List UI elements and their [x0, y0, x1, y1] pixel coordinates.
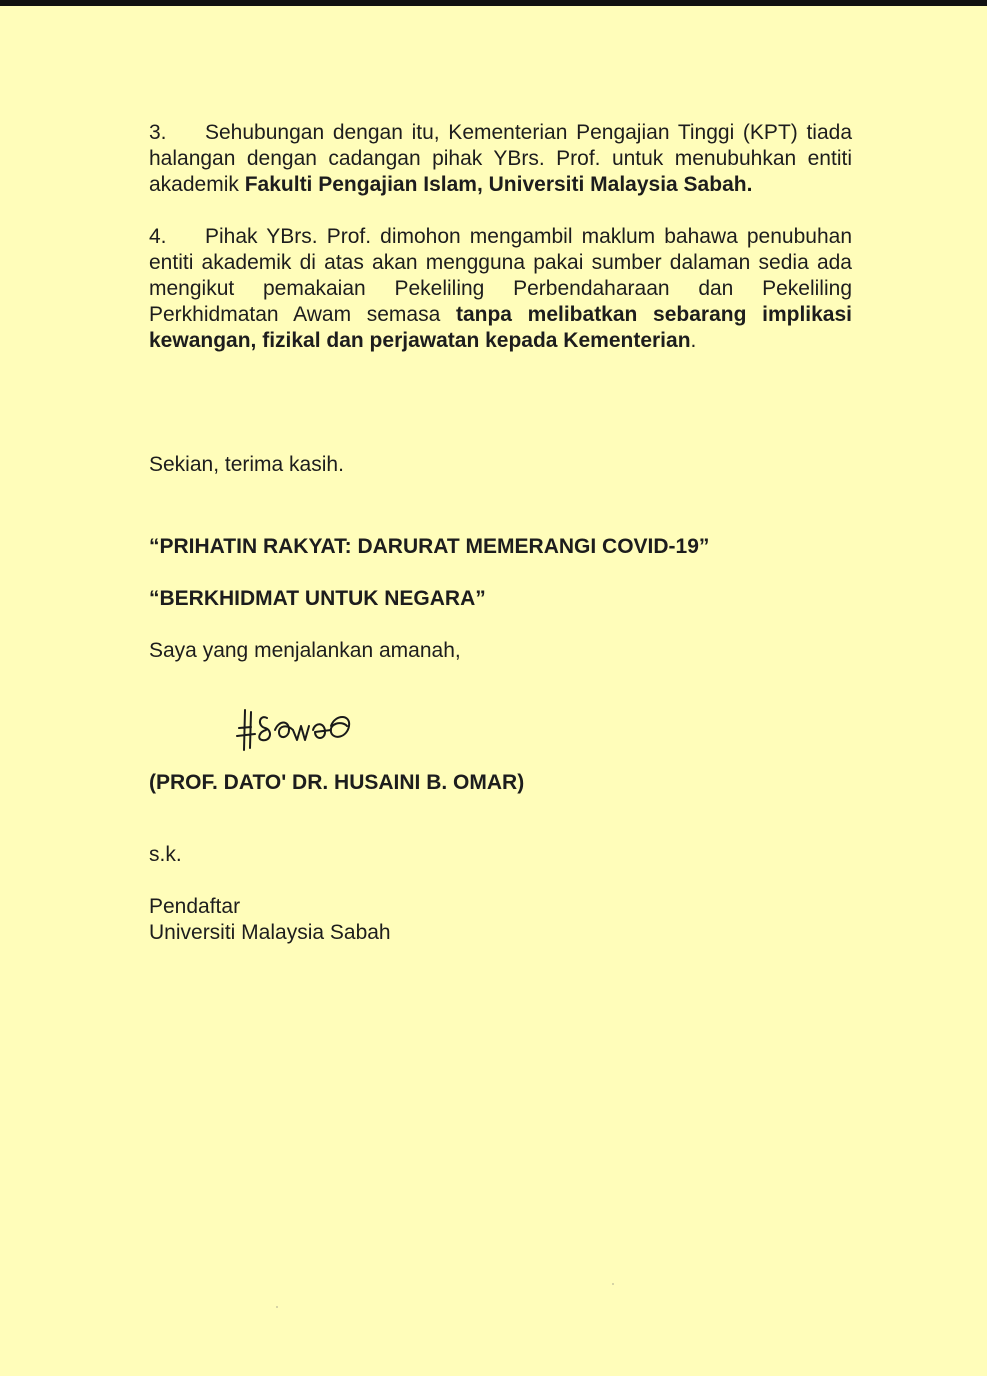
paragraph-4-end: .: [690, 329, 697, 352]
signatory-name: (PROF. DATO' DR. HUSAINI B. OMAR): [149, 771, 525, 794]
scan-speck: [276, 1306, 278, 1308]
slogan-berkhidmat: “BERKHIDMAT UNTUK NEGARA”: [149, 587, 486, 610]
scan-top-edge: [0, 0, 987, 6]
cc-recipient-organisation: Universiti Malaysia Sabah: [149, 921, 391, 944]
signature-icon: [235, 700, 375, 760]
paragraph-4-text: Pihak YBrs. Prof. dimohon mengambil maklum bahawa penubuhan entiti akademik di atas akan mengguna pakai sumber dalaman sedia ada mengikut pemakaian Pekeliling Perbendaharaan dan Pekeliling Perkhidmatan Awam semasa: [149, 225, 852, 326]
scan-speck: [612, 1283, 614, 1285]
cc-label: s.k.: [149, 843, 182, 866]
paragraph-4-number: 4.: [149, 225, 167, 248]
paragraph-3-bold-text: Fakulti Pengajian Islam, Universiti Malaysia Sabah.: [244, 173, 753, 196]
paragraph-4-bold-text: tanpa melibatkan sebarang implikasi kewangan, fizikal dan perjawatan kepada Kementerian: [149, 303, 852, 352]
slogan-prihatin-rakyat: “PRIHATIN RAKYAT: DARURAT MEMERANGI COVID-19”: [149, 535, 710, 558]
cc-recipient-title: Pendaftar: [149, 895, 241, 918]
paragraph-3-number: 3.: [149, 121, 167, 144]
trust-line: Saya yang menjalankan amanah,: [149, 639, 461, 662]
paragraph-3: [149, 120, 852, 198]
paragraph-3-text: Sehubungan dengan itu, Kementerian Pengajian Tinggi (KPT) tiada halangan dengan cadangan pihak YBrs. Prof. untuk menubuhkan entiti akademik: [149, 121, 852, 196]
paragraph-4: [149, 224, 852, 354]
letter-body: [149, 120, 852, 944]
closing-line: Sekian, terima kasih.: [149, 453, 344, 476]
